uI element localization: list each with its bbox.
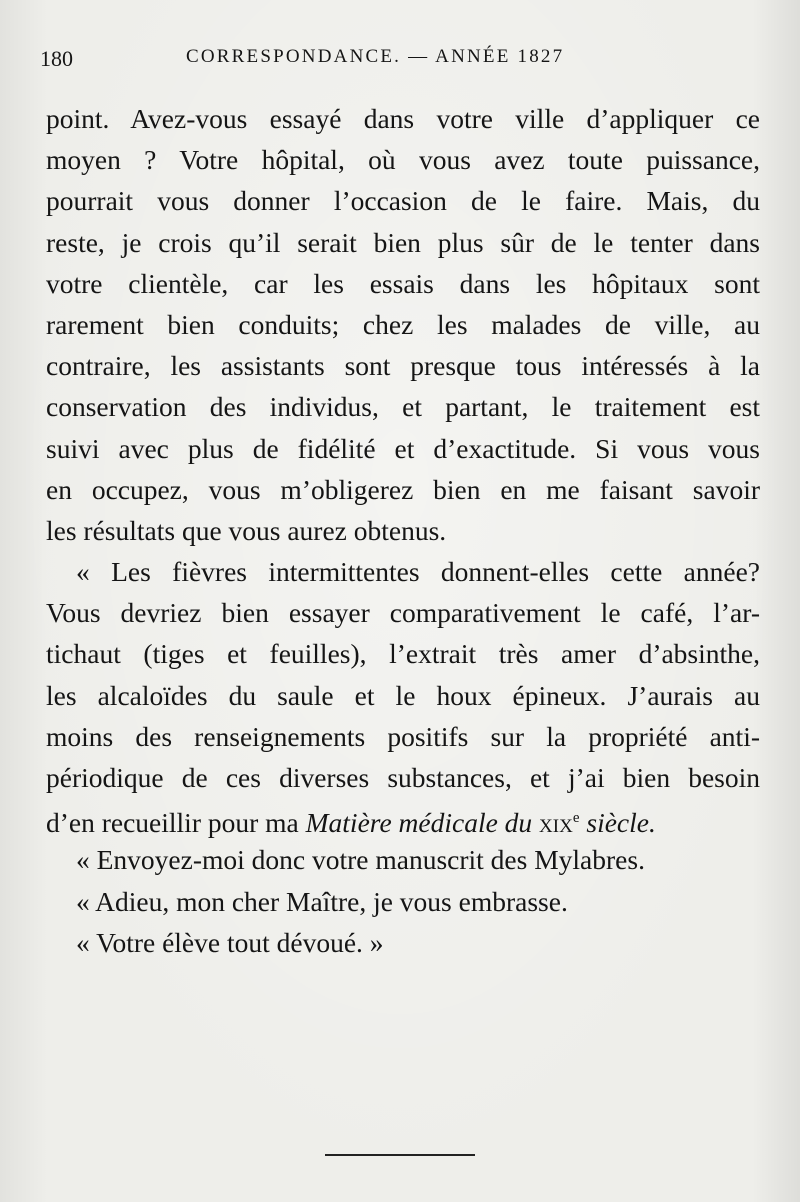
- paragraph-end-line: les résultats que vous aurez obtenus.: [46, 514, 447, 546]
- text-line: suivi avec plus de fidélité et d’exactitude. Si vous vous: [46, 432, 760, 464]
- text-line: en occupez, vous m’obligerez bien en me faisant savoir: [46, 473, 760, 505]
- closing-line: « Envoyez-moi donc votre manuscrit des Mylabres.: [76, 844, 645, 876]
- text-line: votre clientèle, car les essais dans les hôpitaux sont: [46, 267, 760, 299]
- text-line: périodique de ces diverses substances, et j’ai bien besoin: [46, 762, 760, 793]
- end-rule: [325, 1154, 475, 1156]
- text-line: conservation des individus, et partant, le traitement est: [46, 391, 760, 423]
- text-line: pourrait vous donner l’occasion de le faire. Mais, du: [46, 185, 760, 217]
- book-title-italic: Matière médicale du: [305, 807, 540, 839]
- century-numeral: xix: [539, 807, 573, 839]
- closing-line: « Adieu, mon cher Maître, je vous embrasse.: [76, 885, 568, 917]
- century-superscript: e: [572, 810, 580, 827]
- text-line: moyen ? Votre hôpital, où vous avez toute puissance,: [46, 144, 760, 176]
- text-line: Vous devriez bien essayer comparativement le café, l’ar-: [46, 597, 760, 629]
- text-line: « Les fièvres intermittentes donnent-elles cette année?: [76, 556, 760, 588]
- book-title-tail: siècle.: [579, 807, 656, 839]
- citation-line: [46, 798, 760, 839]
- text-line: les alcaloïdes du saule et le houx épineux. J’aurais au: [46, 679, 760, 711]
- page-header: [40, 46, 760, 76]
- text-line: rarement bien conduits; chez les malades de ville, au: [46, 308, 760, 340]
- text-line: reste, je crois qu’il serait bien plus sûr de le tenter dans: [46, 226, 760, 258]
- text-line: point. Avez-vous essayé dans votre ville d’appliquer ce: [46, 103, 760, 134]
- running-head: CORRESPONDANCE. — ANNÉE 1827: [186, 46, 565, 67]
- text-line: tichaut (tiges et feuilles), l’extrait très amer d’absinthe,: [46, 638, 760, 670]
- citation-prefix: d’en recueillir pour ma: [46, 807, 306, 839]
- page-number: 180: [40, 46, 73, 71]
- text-line: contraire, les assistants sont presque tous intéressés à la: [46, 350, 760, 382]
- body-text: [46, 98, 760, 963]
- closing-line: « Votre élève tout dévoué. »: [76, 926, 384, 958]
- text-line: moins des renseignements positifs sur la propriété anti-: [46, 720, 760, 752]
